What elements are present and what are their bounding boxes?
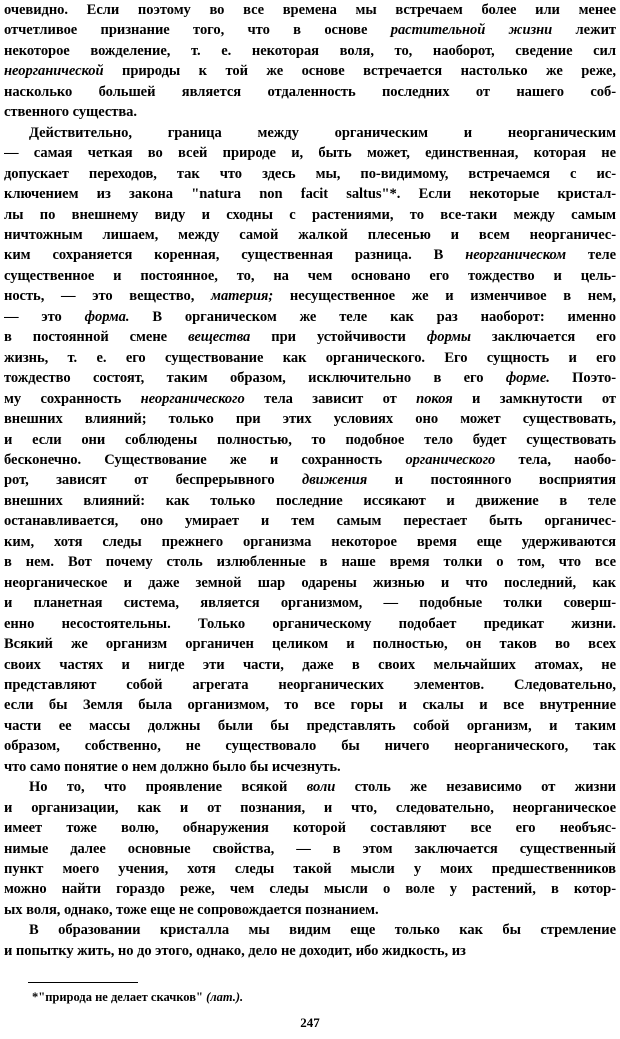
text-segment: — самая четкая во всей природе и, быть может, единственная, которая не [4,145,616,162]
text-line [4,941,616,961]
text-segment: пункт моего учения, хотя следы такой мысли у моих предшественников [4,861,616,878]
text-line [4,450,616,470]
text-line [4,716,616,736]
text-segment: столь же независимо от жизни [335,779,616,796]
italic-segment: растительной жизни [390,22,553,39]
text-segment: внешних влияний: как только последние иссякают и движение в теле [4,492,616,509]
text-segment: Но то, что проявление всякой [29,779,307,796]
text-line [4,511,616,531]
text-segment: существенное и постоянное, то, на чем основано его тождество и цель- [4,267,616,284]
text-line [4,389,616,409]
italic-segment: формы [426,329,471,346]
text-line [4,409,616,429]
text-line [4,143,616,163]
italic-segment: форме. [505,370,550,387]
italic-segment: воли [306,779,336,796]
text-line [4,430,616,450]
text-segment: в нем. Вот почему столь излюбленные в наше время толки о том, что все [4,554,616,571]
text-segment: ность, — это вещество, [4,288,212,305]
text-line [4,470,616,490]
text-segment: имеет тоже волю, обнаружения которой составляют все его необъяс- [4,820,616,837]
text-segment: некоторое вожделение, т. е. некоторая воля, то, наоборот, сведение сил [4,42,616,59]
text-segment: В органическом же теле как раз наоборот: именно [129,308,616,325]
text-segment: рот, зависят от беспрерывного [4,472,303,489]
text-segment: если бы Земля была организмом, то все горы и скалы и все внутренние [4,697,616,714]
text-line [4,205,616,225]
text-segment: Всякий же организм органичен целиком и полностью, он таков во всех [4,636,616,653]
text-segment: ственного существа. [4,104,137,121]
text-line [4,675,616,695]
text-line [4,102,616,122]
text-segment: и если они соблюдены полностью, то подобное тело будет существовать [4,431,616,448]
text-segment: можно найти гораздо реже, чем следы мысли о воле у растений, в котор- [4,881,616,898]
text-line [4,655,616,675]
text-segment: и организации, как и от познания, и что, следовательно, неорганическое [4,799,616,816]
text-segment: части ее массы должны были бы представлять собой организм, и таким [4,717,616,734]
text-line [4,614,616,634]
text-line [4,859,616,879]
text-line [4,327,616,347]
text-line [4,41,616,61]
text-line [4,920,616,940]
text-line [4,736,616,756]
text-segment: тождество состоят, таким образом, исключительно в его [4,370,506,387]
text-segment: му сохранность [4,390,141,407]
text-segment: тела, наобо- [495,451,616,468]
text-segment: что само понятие о нем должно было бы исчезнуть. [4,758,341,775]
text-segment: представляют собой агрегата неорганических элементов. Следовательно, [4,676,616,693]
text-line [4,818,616,838]
italic-segment: вещества [188,329,251,346]
text-segment: теле [566,247,616,264]
italic-segment: неорганическом [465,247,567,264]
footnote-mark: * [32,990,39,1004]
text-segment: и попытку жить, но до этого, однако, дело не доходит, ибо жидкость, из [4,942,466,959]
text-line [4,0,616,20]
text-segment: заключается его [470,329,616,346]
text-segment: останавливается, оно умирает и тем самым перестает быть органичес- [4,513,616,530]
text-segment: своих частях и нигде эти части, даже в своих мельчайших атомах, не [4,656,616,673]
text-line [4,82,616,102]
text-line [4,164,616,184]
text-segment: Действительно, граница между органическим и неорганическим [29,124,616,141]
text-segment: в постоянной смене [4,329,189,346]
text-line [4,900,616,920]
text-segment: и планетная система, является организмом, — подобные толки соверш- [4,595,616,612]
text-line [4,532,616,552]
text-segment: внешних влияний; только при этих условиях оно может существовать, [4,411,616,428]
text-segment: природы к той же основе встречается настолько же реже, [103,63,616,80]
text-segment: допускает переходов, так что здесь мы, по-видимому, встречаемся с ис- [4,165,616,182]
text-segment: лежит [552,22,616,39]
text-segment: Поэто- [549,370,616,387]
text-segment: енно несостоятельны. Только органическому подобает предикат жизни. [4,615,616,632]
italic-segment: движения [302,472,368,489]
text-line [4,348,616,368]
text-segment: образом, собственно, не существовало бы ничего неорганического, так [4,738,616,755]
text-line [4,777,616,797]
footnote-separator [28,982,138,983]
text-line [4,552,616,572]
text-line [4,368,616,388]
page-number: 247 [300,1015,320,1030]
text-line [4,593,616,613]
text-line [4,695,616,715]
text-line [4,61,616,81]
footnote-text: "природа не делает скачков" [38,990,207,1004]
text-line [4,879,616,899]
text-line [4,123,616,143]
text-segment: насколько большей является отдаленность последних от нашего соб- [4,83,616,100]
text-line [4,573,616,593]
text-line [4,184,616,204]
text-segment: ых воля, однако, тоже еще не сопровождается познанием. [4,901,379,918]
text-line [4,798,616,818]
text-segment: отчетливое признание того, что в основе [4,22,391,39]
text-line [4,20,616,40]
text-segment: ким сохраняется коренная, существенная разница. В [4,247,466,264]
text-segment: тела зависит от [244,390,417,407]
text-segment: очевидно. Если поэтому во все времена мы встречаем более или менее [4,2,616,18]
text-segment: ключением из закона "natura non facit saltus"*. Если некоторые кристал- [4,186,616,203]
text-segment: жизнь, т. е. его существование как органического. Его сущность и его [4,349,616,366]
text-segment: несущественное же и изменчивое в нем, [273,288,616,305]
footnote-lang: (лат.). [206,990,244,1004]
italic-segment: неорганической [4,63,104,80]
text-line [4,634,616,654]
text-segment: В образовании кристалла мы видим еще только как бы стремление [29,922,616,939]
text-line [4,757,616,777]
text-segment: лы по внешнему виду и сходны с растениями, то все-таки между самым [4,206,616,223]
text-segment: бесконечно. Существование же и сохранность [4,451,406,468]
italic-segment: форма. [84,308,130,325]
text-line [4,266,616,286]
italic-segment: неорганического [140,390,245,407]
text-line [4,286,616,306]
text-line [4,307,616,327]
italic-segment: органического [405,451,496,468]
text-segment: и замкнутости от [452,390,616,407]
text-line [4,225,616,245]
italic-segment: покоя [416,390,453,407]
text-segment: — это [4,308,85,325]
text-segment: нимые далее основные свойства, — в этом заключается существенный [4,840,616,857]
text-line [4,245,616,265]
text-line [4,839,616,859]
body-text [4,0,616,961]
text-segment: неорганическое и даже земной шар одарены жизнью и что последний, как [4,574,616,591]
italic-segment: материя; [211,288,274,305]
footnote [32,989,243,1005]
text-segment: при устойчивости [250,329,427,346]
text-segment: и постоянного восприятия [367,472,616,489]
text-segment: ничтожным лишаем, между самой жалкой плесенью и всем неорганичес- [4,226,616,243]
text-segment: ким, хотя следы прежнего организма некоторое время еще удерживаются [4,533,616,550]
text-line [4,491,616,511]
